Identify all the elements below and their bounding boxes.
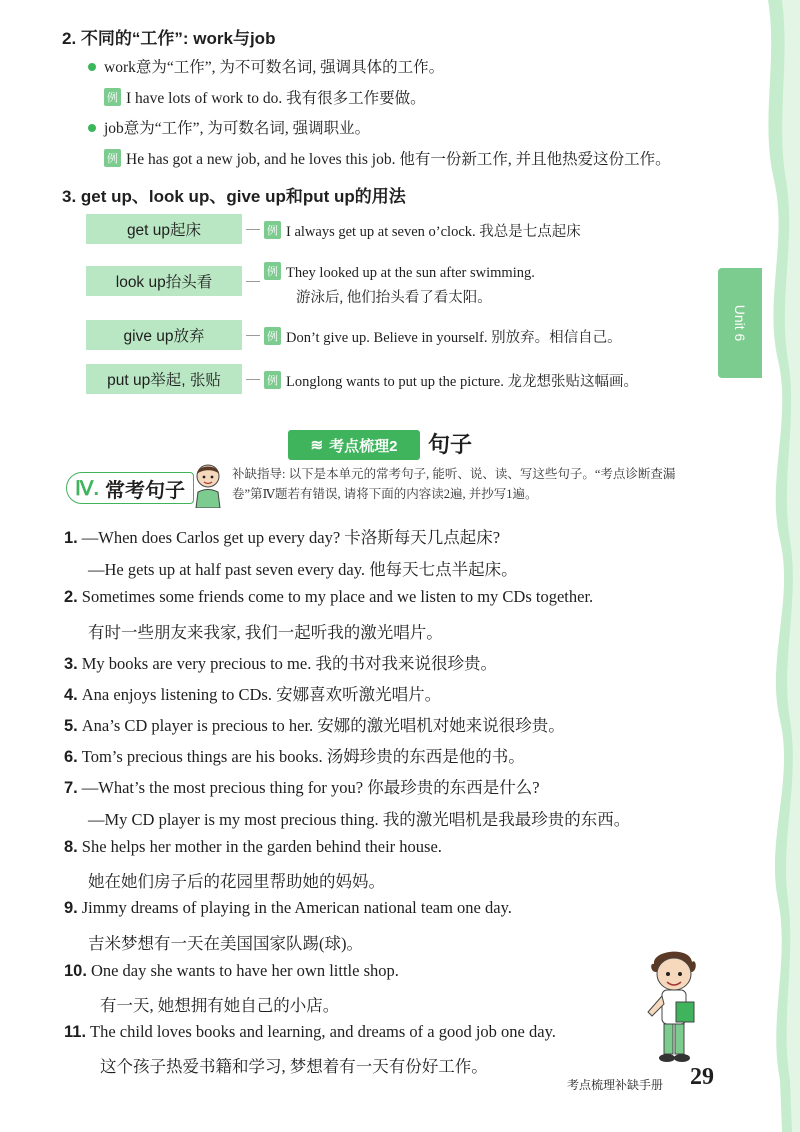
connector-line (246, 281, 260, 282)
sentence-item (64, 681, 441, 705)
sentence-item (64, 1022, 556, 1042)
page-number: 29 (690, 1064, 714, 1090)
work-example (104, 86, 426, 108)
example-text: Don’t give up. Believe in yourself. 别放弃。相信自己。 (286, 330, 622, 346)
sentence-item (64, 650, 497, 674)
connector-line (246, 379, 260, 380)
sentence-item (64, 743, 525, 767)
sentence-number: 8. (64, 838, 78, 856)
sentence-text: Ana enjoys listening to CDs. 安娜喜欢听激光唱片。 (81, 685, 442, 704)
phrase-put-up: put up举起, 张贴 (86, 364, 242, 394)
sentence-text: 这个孩子热爱书籍和学习, 梦想着有一天有份好工作。 (100, 1057, 488, 1076)
sentence-text: —What’s the most precious thing for you? 你最珍贵的东西是什么? (81, 778, 540, 797)
example-text: They looked up at the sun after swimming. (286, 265, 535, 281)
bullet-icon (88, 124, 96, 132)
sentence-number: 2. (64, 588, 78, 606)
section2-title: 2. 不同的“工作”: work与job (62, 29, 276, 48)
sentence-text: Tom’s precious things are his books. 汤姆珍贵的东西是他的书。 (81, 747, 525, 766)
sentence-text: The child loves books and learning, and dreams of a good job one day. (90, 1022, 556, 1041)
work-definition-text: work意为“工作”, 为不可数名词, 强调具体的工作。 (104, 59, 445, 76)
phrase-give-up: give up放弃 (86, 320, 242, 350)
sentence-item (64, 774, 540, 798)
connector-line (246, 335, 260, 336)
phrase-give-up-example (264, 326, 622, 347)
section-banner (288, 430, 420, 460)
unit-side-tab-label: Unit 6 (732, 304, 748, 342)
sentence-translation (100, 1053, 488, 1077)
job-example (104, 147, 671, 169)
work-definition (104, 55, 444, 77)
sentence-text: 有一天, 她想拥有她自己的小店。 (100, 996, 340, 1015)
sentence-text: My books are very precious to me. 我的书对我来说很珍贵。 (81, 654, 497, 673)
example-icon: 例 (264, 371, 281, 389)
sentence-number: 3. (64, 655, 78, 673)
sentence-number: 4. (64, 686, 78, 704)
sentence-translation (88, 868, 385, 892)
sentence-text: One day she wants to have her own little shop. (90, 961, 399, 980)
work-example-text: I have lots of work to do. 我有很多工作要做。 (126, 90, 426, 107)
sentence-number: 11. (64, 1023, 87, 1041)
sentence-translation (88, 619, 443, 643)
sentence-text: —When does Carlos get up every day? 卡洛斯每天几点起床? (81, 528, 501, 547)
sentence-number: 9. (64, 899, 78, 917)
job-example-text: He has got a new job, and he loves this job. 他有一份新工作, 并且他热爱这份工作。 (126, 151, 671, 168)
sentence-item (64, 837, 442, 857)
example-text: Longlong wants to put up the picture. 龙龙想张贴这幅画。 (286, 374, 638, 390)
banner-label: 考点梳理2 (329, 437, 398, 455)
sentence-number: 10. (64, 962, 87, 980)
guide-note: 补缺指导: 以下是本单元的常考句子, 能听、说、读、写这些句子。“考点诊断查漏卷”第Ⅳ题若有错误, 请将下面的内容读2遍, 并抄写1遍。 (232, 467, 676, 501)
bullet-icon (88, 63, 96, 71)
sentence-text: 她在她们房子后的花园里帮助她的妈妈。 (88, 872, 385, 891)
section4-heading-text: 常考句子 (105, 479, 186, 502)
connector-line (246, 229, 260, 230)
sentence-text: —He gets up at half past seven every day. 他每天七点半起床。 (88, 560, 518, 579)
section4-heading (66, 472, 194, 504)
example-icon: 例 (104, 88, 121, 106)
section3-title: 3. get up、look up、give up和put up的用法 (62, 187, 406, 206)
sentence-item (64, 898, 512, 918)
sentence-translation (88, 930, 363, 954)
sentence-text: Sometimes some friends come to my place and we listen to my CDs together. (81, 587, 594, 606)
example-text: I always get up at seven o’clock. 我总是七点起床 (286, 224, 581, 240)
phrase-put-up-example (264, 370, 638, 391)
example-icon: 例 (264, 327, 281, 345)
boy-illustration-icon (640, 946, 708, 1064)
phrase-get-up-example (264, 220, 581, 241)
sentence-text: —My CD player is my most precious thing. 我的激光唱机是我最珍贵的东西。 (88, 810, 631, 829)
footer-title: 考点梳理补缺手册 (567, 1078, 664, 1092)
sentence-translation (100, 992, 339, 1016)
sentence-text: 吉米梦想有一天在美国国家队踢(球)。 (88, 934, 363, 953)
example-icon: 例 (264, 262, 281, 280)
page-edge-decoration (708, 0, 800, 1132)
job-definition (104, 116, 370, 138)
sentence-text: She helps her mother in the garden behind their house. (81, 837, 442, 856)
phrase-look-up-example-translation: 游泳后, 他们抬头看了看太阳。 (296, 290, 492, 306)
sentence-text: Jimmy dreams of playing in the American national team one day. (81, 898, 512, 917)
banner-side-title: 句子 (428, 432, 473, 457)
sentence-text: 有时一些朋友来我家, 我们一起听我的激光唱片。 (88, 623, 443, 642)
sentence-item (64, 961, 399, 981)
unit-side-tab[interactable] (718, 268, 762, 378)
sentence-item (64, 712, 565, 736)
sentence-translation (88, 556, 518, 580)
phrase-look-up-example (264, 262, 535, 282)
example-icon: 例 (104, 149, 121, 167)
example-icon: 例 (264, 221, 281, 239)
boy-avatar-icon (190, 462, 226, 508)
phrase-look-up: look up抬头看 (86, 266, 242, 296)
sentence-item (64, 524, 500, 548)
section4-numeral: Ⅳ. (75, 477, 100, 500)
sentence-number: 1. (64, 529, 78, 547)
wave-icon: ≋ (310, 437, 324, 454)
job-definition-text: job意为“工作”, 为可数名词, 强调职业。 (104, 120, 371, 137)
sentence-number: 7. (64, 779, 78, 797)
sentence-text: Ana’s CD player is precious to her. 安娜的激光唱机对她来说很珍贵。 (81, 716, 565, 735)
sentence-number: 6. (64, 748, 78, 766)
sentence-item (64, 587, 593, 607)
sentence-translation (88, 806, 630, 830)
phrase-get-up: get up起床 (86, 214, 242, 244)
sentence-number: 5. (64, 717, 78, 735)
